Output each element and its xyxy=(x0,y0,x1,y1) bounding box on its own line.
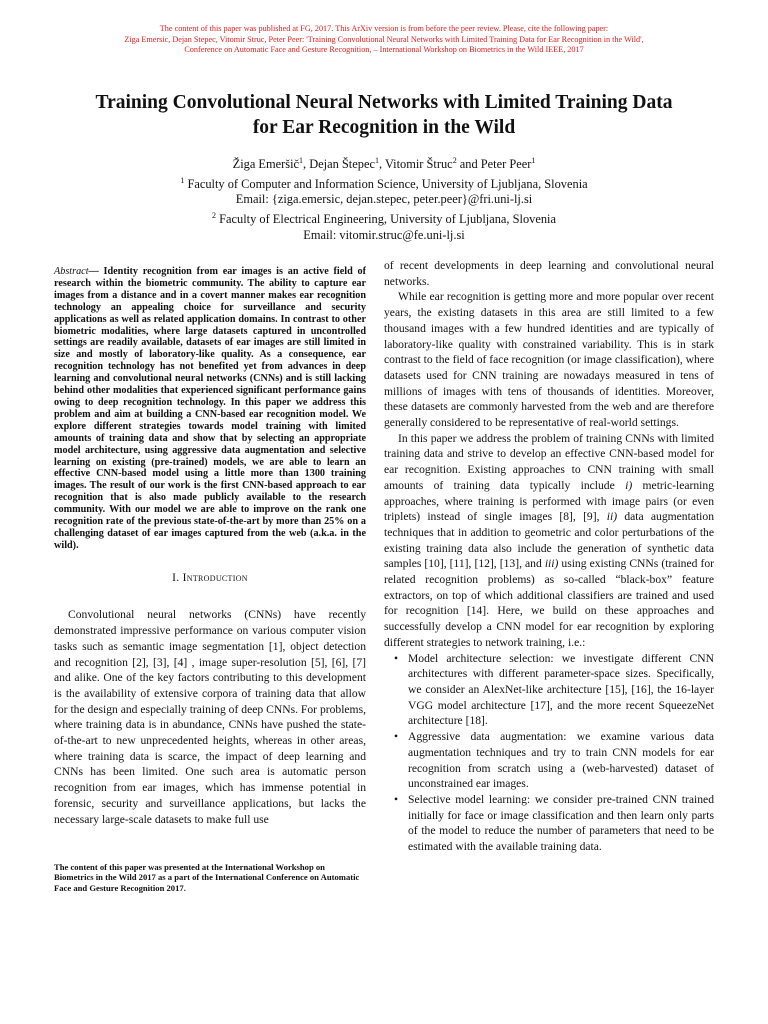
section-heading-introduction xyxy=(54,571,366,587)
bullet-icon: • xyxy=(394,792,399,806)
abstract-dash: — xyxy=(88,266,104,277)
strategy-list xyxy=(384,651,714,855)
author-name: Peter Peer xyxy=(480,157,532,172)
paragraph-text: In this paper we address the problem of training CNNs with limited training data and strive to develop an effective CNN-based model for ear recognition. Existing approaches to CNN training with small amounts of training data typically include xyxy=(384,431,714,492)
notice-line-3: Conference on Automatic Face and Gesture Recognition, – International Workshop on Biometrics in the Wild IEEE, 2017 xyxy=(184,45,584,54)
bullet-icon: • xyxy=(394,651,399,665)
notice-line-1: The content of this paper was published at FG, 2017. This ArXiv version is from before the peer review. Please, cite the following paper: xyxy=(159,24,609,33)
intro-paragraph-2: While ear recognition is getting more and more popular over recent years, the existing datasets in this area are still limited to a few thousand images with a few hundred identities and are typically of laboratory-like quality with constrained variability. This is in stark contrast to the field of face recognition (or image classification), where datasets used for CNN training are nowadays measured in tens of millions of images with tens of thousands of identities. Moreover, these datasets are commonly harvested from the web and are therefore generally considered to be representative of real-world settings. xyxy=(384,290,714,430)
list-item-text: Selective model learning: we consider pre-trained CNN trained initially for face or image classification and then learn only parts of the model to reduce the number of parameters that need to be estimated with the available training data. xyxy=(408,792,714,854)
enumeration-marker: iii) xyxy=(544,557,559,571)
title-line-2: for Ear Recognition in the Wild xyxy=(252,117,516,138)
paragraph-text: metric-learning approaches, where training is performed with image pairs (or even triplets) instead of single images [8], [9], xyxy=(384,478,714,524)
list-item-text: Model architecture selection: we investigate different CNN architectures with different parameter-space sizes. Specifically, we consider an AlexNet-like architecture [15], [16], the 16-layer VGG model architecture [17], and the more recent SqueezeNet architecture [18]. xyxy=(408,651,714,728)
author-name: Dejan Štepec xyxy=(309,157,375,172)
footnote: The content of this paper was presented at the International Workshop on Biometrics in the Wild 2017 as a part of the International Conference on Automatic Face and Gesture Recognition 2017. xyxy=(54,862,360,893)
abstract xyxy=(54,266,366,552)
author-affiliation-mark: 1 xyxy=(531,156,536,165)
title-line-1: Training Convolutional Neural Networks with Limited Training Data xyxy=(95,92,673,113)
list-item xyxy=(394,729,714,792)
author-separator: , xyxy=(378,157,385,172)
paper-title xyxy=(40,90,728,140)
author-name: Žiga Emeršič xyxy=(232,157,300,172)
email-2: Email: vitomir.struc@fe.uni-lj.si xyxy=(303,227,465,242)
author-name: Vitomir Štruc xyxy=(384,157,453,172)
section-numeral: I. xyxy=(172,571,183,584)
paragraph-text: using existing CNNs (trained for related recognition problems) as so-called “black-box” feature extractors, on top of which additional classifiers are trained and used for recognition [14]. Here, we build on these approaches and successfully develop a CNN model for ear recognition by exploring different strategies to network training, i.e.: xyxy=(384,557,714,649)
author-separator: and xyxy=(456,157,481,172)
left-column xyxy=(54,266,366,827)
citation-notice xyxy=(40,24,728,56)
list-item-text: Aggressive data augmentation: we examine various data augmentation techniques and try to train CNN models for ear recognition from scratch using a (web-harvested) dataset of unconstrained ear images. xyxy=(408,730,714,791)
affiliation-mark: 1 xyxy=(180,175,185,185)
enumeration-marker: i) xyxy=(625,478,633,492)
email-1: Email: {ziga.emersic, dejan.stepec, peter.peer}@fri.uni-lj.si xyxy=(235,192,533,207)
right-column xyxy=(384,258,714,855)
section-title: Introduction xyxy=(182,571,248,584)
intro-paragraph-1: Convolutional neural networks (CNNs) have recently demonstrated impressive performance on various computer vision tasks such as semantic image segmentation [1], object detection and recognition [2], [3], [4] , image super-resolution [5], [6], [7] and alike. One of the key factors contributing to this development is the availability of extensive corpora of training data that allow for the design and especially training of deep CNNs. For problems, where training data is in abundance, CNNs have pushed the state-of-the-art to new unprecedented heights, whereas in other areas, where training data is scarce, the impact of deep learning and CNNs has been limited. One such area is automatic person recognition from ear images, which has immense potential in forensic, security and surveillance applications, but lacks the necessary large-scale datasets to make full use xyxy=(54,608,366,826)
affiliation-mark: 2 xyxy=(212,211,217,221)
intro-paragraph-continued: of recent developments in deep learning and convolutional neural networks. xyxy=(384,259,714,288)
author-block xyxy=(40,153,728,243)
enumeration-marker: ii) xyxy=(606,510,618,524)
author-names xyxy=(40,153,728,173)
affiliation-text: Faculty of Computer and Information Science, University of Ljubljana, Slovenia xyxy=(187,176,588,191)
paragraph-text: data augmentation techniques that in addition to geometric and color perturbations of the existing training data also include the generation of synthetic data samples [10], [11], [12], [13], and xyxy=(384,510,714,571)
intro-paragraph-3 xyxy=(384,431,714,651)
list-item xyxy=(394,651,714,730)
author-separator: , xyxy=(303,157,310,172)
bullet-icon: • xyxy=(394,730,399,744)
author-affiliation-mark: 1 xyxy=(374,156,379,165)
affiliation-2 xyxy=(40,208,728,228)
abstract-label: Abstract xyxy=(54,266,89,277)
abstract-text: Identity recognition from ear images is an active field of research within the biometric community. The ability to capture ear images from a distance and in a covert manner makes ear recognition technology an appealing choice for surveillance and security applications as well as related application domains. In contrast to other biometric modalities, where large datasets captured in uncontrolled settings are readily available, datasets of ear images are still limited in size and mostly of laboratory-like quality. As a consequence, ear recognition technology has not benefited yet from advances in deep learning and convolutional neural networks (CNNs) and is still lacking behind other modalities that experienced significant performance gains owing to deep recognition technology. In this paper we address this problem and aim at building a CNN-based ear recognition model. We explore different strategies towards model training with limited amounts of training data and show that by selecting an appropriate model architecture, using aggressive data augmentation and selective learning on existing (pre-trained) models, we are able to learn an effective CNN-based model using a little more than 1300 training images. The result of our work is the first CNN-based approach to ear recognition that is also made publicly available to the research community. With our model we are able to improve on the rank one recognition rate of the previous state-of-the-art by more than 25% on a challenging dataset of ear images captured from the web (a.k.a. in the wild). xyxy=(54,266,366,551)
author-affiliation-mark: 1 xyxy=(299,156,304,165)
affiliation-1 xyxy=(40,173,728,193)
author-affiliation-mark: 2 xyxy=(452,156,457,165)
list-item xyxy=(394,792,714,855)
affiliation-text: Faculty of Electrical Engineering, University of Ljubljana, Slovenia xyxy=(219,212,556,227)
notice-line-2: Ziga Emersic, Dejan Stepec, Vitomir Struc, Peter Peer: 'Training Convolutional Neural Networks with Limited Training Data for Ear Recognition in the Wild', xyxy=(124,34,644,44)
